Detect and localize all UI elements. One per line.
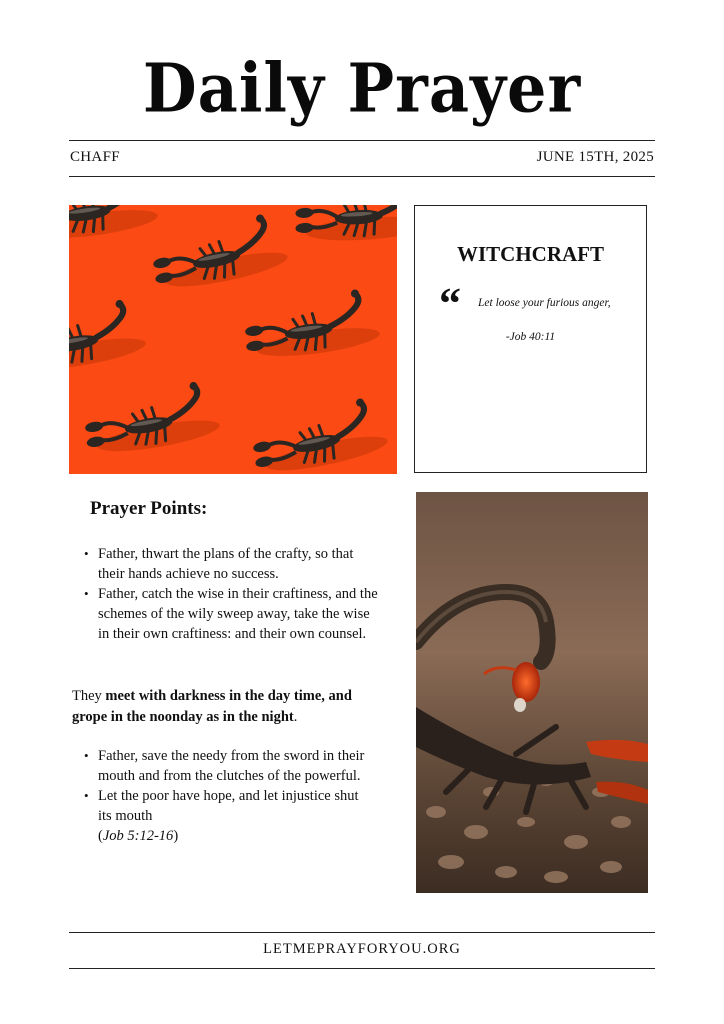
list-item: • Father, save the needy from the sword in their mouth and from the clutches of the powerful. bbox=[70, 746, 370, 786]
section-label: CHAFF bbox=[70, 149, 120, 165]
footer-top-rule bbox=[69, 932, 655, 933]
quote-title: WITCHCRAFT bbox=[456, 242, 604, 266]
paragraph-prefix: They bbox=[72, 688, 106, 704]
scripture-paragraph bbox=[72, 686, 372, 728]
prayer-points-list-a bbox=[70, 544, 380, 644]
scorpion-photo bbox=[416, 492, 648, 893]
top-rule bbox=[69, 140, 655, 141]
prayer-points-heading: Prayer Points: bbox=[90, 498, 208, 519]
prayer-points-list-b bbox=[70, 746, 370, 846]
footer-site: LETMEPRAYFORYOU.ORG bbox=[263, 941, 461, 957]
page-title: Daily Prayer bbox=[142, 49, 582, 128]
header-bottom-rule bbox=[69, 176, 655, 177]
scripture-reference-text: Job 5:12-16 bbox=[102, 828, 174, 844]
paragraph-suffix: . bbox=[293, 709, 298, 725]
list-item: • Let the poor have hope, and let injustice shut its mouth bbox=[70, 786, 370, 826]
list-item: • Father, catch the wise in their craftiness, and the schemes of the wily sweep away, take the wise in their own craftiness: and their own counsel. bbox=[70, 584, 380, 644]
quote-card bbox=[414, 205, 647, 473]
list-item: • Father, thwart the plans of the crafty, so that their hands achieve no success. bbox=[70, 544, 380, 584]
quote-mark-icon: “ bbox=[439, 279, 461, 328]
scripture-reference: (Job 5:12-16) bbox=[98, 828, 179, 844]
scorpion-pattern-image bbox=[69, 205, 397, 474]
paragraph-bold: meet with darkness in the day time, and grope in the noonday as in the night bbox=[72, 688, 352, 725]
quote-text: Let loose your furious anger, bbox=[478, 297, 611, 309]
footer-bottom-rule bbox=[69, 968, 655, 969]
date-label: JUNE 15TH, 2025 bbox=[536, 149, 654, 165]
quote-reference: -Job 40:11 bbox=[505, 331, 556, 343]
